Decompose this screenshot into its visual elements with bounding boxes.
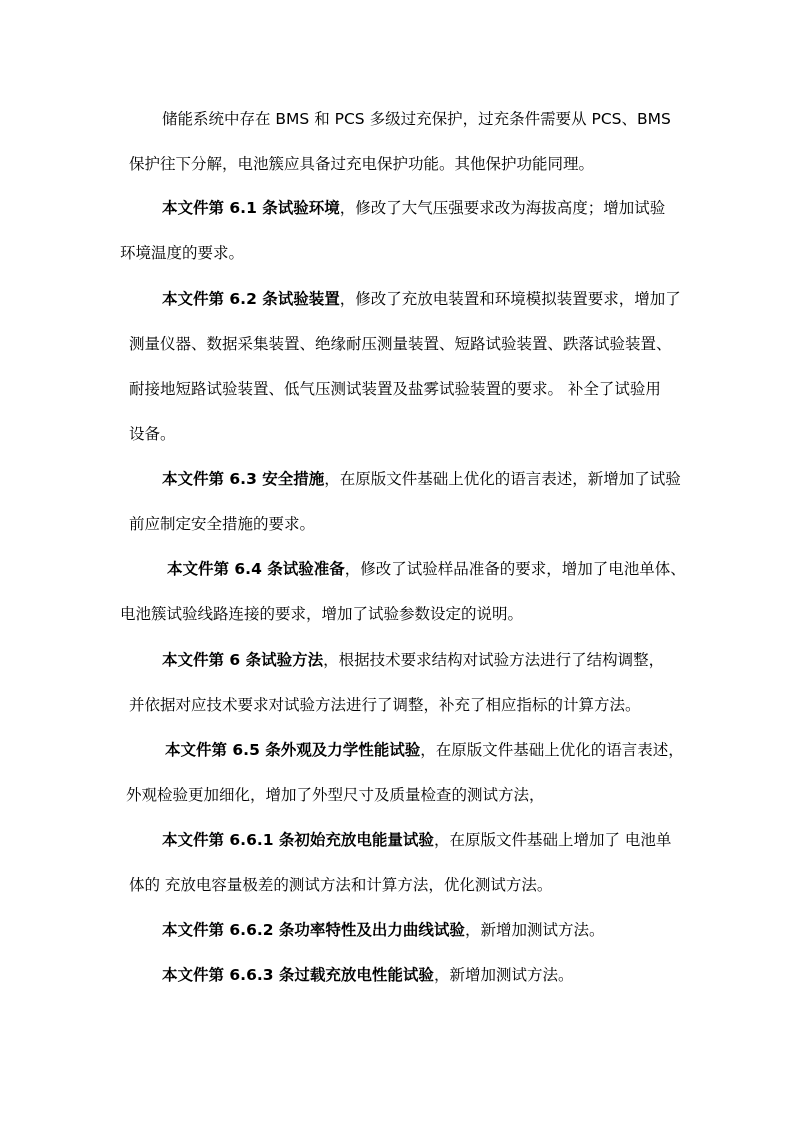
- paragraph-3-line-2: [129, 334, 672, 354]
- paragraph-5-line-1: [167, 559, 686, 579]
- paragraph-3-line-4: [129, 424, 176, 444]
- line-text: ，在原版文件基础上优化的语言表述，: [420, 741, 684, 759]
- line-text: 保护往下分解，电池簇应具备过充电保护功能。其他保护功能同理。: [129, 155, 595, 173]
- line-text: 测量仪器、数据采集装置、绝缘耐压测量装置、短路试验装置、跌落试验装置、: [129, 335, 672, 353]
- line-text: 并依据对应技术要求对试验方法进行了调整，补充了相应指标的计算方法。: [129, 696, 641, 714]
- paragraph-9-line-1: [162, 920, 604, 940]
- paragraph-2-line-2: [120, 243, 244, 263]
- paragraph-6-line-2: [129, 695, 641, 715]
- paragraph-3-line-1: [162, 289, 681, 309]
- paragraph-7-line-2: [126, 785, 545, 805]
- paragraph-4-line-2: [129, 514, 315, 534]
- paragraph-5-line-2: [120, 604, 523, 624]
- line-text: 电池簇试验线路连接的要求，增加了试验参数设定的说明。: [120, 605, 524, 623]
- line-bold: 本文件第 6.6.3 条过载充放电性能试验: [162, 966, 434, 984]
- line-bold: 本文件第 6.3 安全措施: [162, 470, 325, 488]
- line-text: ，新增加测试方法。: [433, 966, 574, 984]
- line-text: ，修改了充放电装置和环境模拟装置要求，增加了: [339, 290, 681, 308]
- paragraph-4-line-1: [162, 469, 681, 489]
- line-text: 耐接地短路试验装置、低气压测试装置及盐雾试验装置的要求。 补全了试验用: [129, 380, 661, 398]
- line-text: 设备。: [129, 425, 176, 443]
- line-text: ，根据技术要求结构对试验方法进行了结构调整，: [323, 651, 665, 669]
- line-text: 外观检验更加细化，增加了外型尺寸及质量检查的测试方法，: [126, 786, 545, 804]
- line-text: ，修改了大气压强要求改为海拔高度；增加试验: [339, 199, 666, 217]
- paragraph-1-line-2: [129, 154, 594, 174]
- line-bold: 本文件第 6.6.2 条功率特性及出力曲线试验: [162, 921, 465, 939]
- paragraph-6-line-1: [162, 650, 664, 670]
- line-text: ，在原版文件基础上优化的语言表述，新增加了试验: [324, 470, 681, 488]
- paragraph-7-line-1: [165, 740, 684, 760]
- paragraph-8-line-2: [129, 875, 552, 895]
- line-bold: 本文件第 6.2 条试验装置: [162, 290, 340, 308]
- line-text: 体的 充放电容量极差的测试方法和计算方法，优化测试方法。: [129, 876, 553, 894]
- line-bold: 本文件第 6.1 条试验环境: [162, 199, 340, 217]
- line-bold: 本文件第 6.6.1 条初始充放电能量试验: [162, 831, 434, 849]
- line-bold: 本文件第 6.5 条外观及力学性能试验: [165, 741, 421, 759]
- line-text: 环境温度的要求。: [120, 244, 245, 262]
- line-text: ，新增加测试方法。: [464, 921, 605, 939]
- paragraph-1-line-1: [162, 109, 671, 129]
- line-text: ，修改了试验样品准备的要求，增加了电池单体、: [344, 560, 686, 578]
- line-text: 前应制定安全措施的要求。: [129, 515, 316, 533]
- paragraph-3-line-3: [129, 379, 661, 399]
- paragraph-8-line-1: [162, 830, 671, 850]
- line-text: ，在原版文件基础上增加了 电池单: [433, 831, 672, 849]
- line-bold: 本文件第 6.4 条试验准备: [167, 560, 345, 578]
- paragraph-2-line-1: [162, 198, 665, 218]
- line-bold: 本文件第 6 条试验方法: [162, 651, 324, 669]
- paragraph-10-line-1: [162, 965, 573, 985]
- line-text: 储能系统中存在 BMS 和 PCS 多级过充保护，过充条件需要从 PCS、BMS: [162, 110, 671, 128]
